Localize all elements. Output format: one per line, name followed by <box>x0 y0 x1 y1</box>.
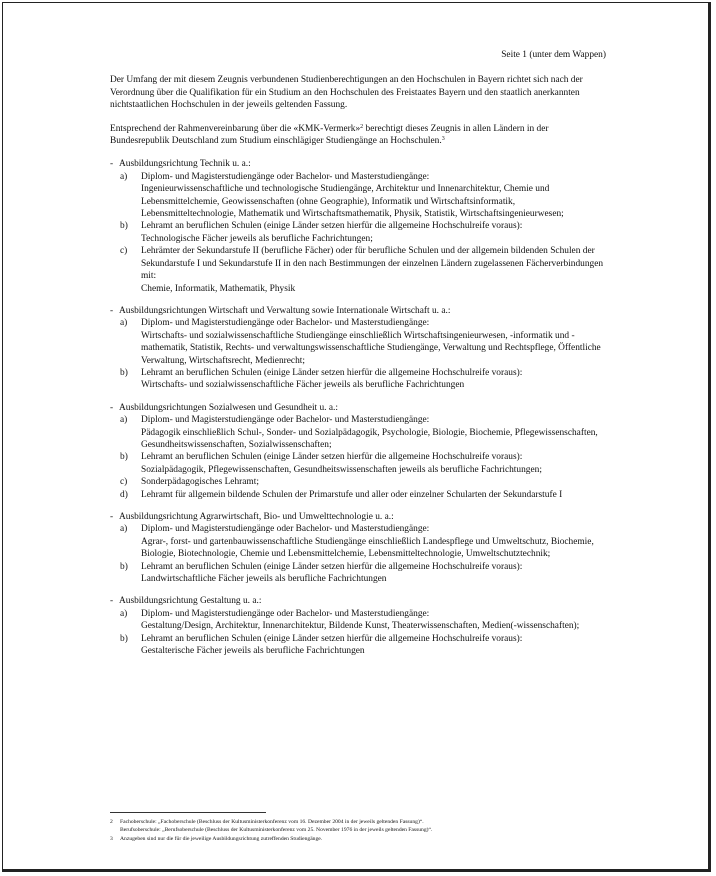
list-item-line: Landwirtschaftliche Fächer jeweils als berufliche Fachrichtungen <box>141 574 387 585</box>
list-item <box>110 561 606 586</box>
list-item-line: Diplom- und Magisterstudiengänge oder Bachelor- und Masterstudiengänge: <box>141 171 430 182</box>
list-item-label: b) <box>120 561 128 572</box>
list-item-label: a) <box>120 318 128 329</box>
intro-paragraph-2-text-cont: berechtigt dieses Zeugnis in allen Ländern in der Bundesrepublik Deutschland zum Studium einschlägiger Studiengänge an Hochschulen. <box>110 123 549 147</box>
list-item <box>110 414 606 451</box>
list-item-line: Ingenieurwissenschaftliche und technologische Studiengänge, Architektur und Innenarchitektur, Chemie und Lebensmittelchemie, Geowissenschaften (ohne Geographie), Informatik und Wirtschaftsinformatik, Lebensmitteltechnologie, Mathematik und Wirtschaftsmathematik, Physik, Statistik, Wirtschaftsingenieurwesen; <box>141 184 564 220</box>
footnote-number: 3 <box>110 835 113 842</box>
list-item-line: Lehramt an beruflichen Schulen (einige Länder setzen hierfür die allgemeine Hochschulreife voraus): <box>141 633 523 644</box>
list-item-body <box>141 367 606 392</box>
list-item-body <box>141 451 606 476</box>
list-item <box>110 476 606 488</box>
list-item <box>110 489 606 501</box>
list-item-line: Wirtschafts- und sozialwissenschaftliche Fächer jeweils als berufliche Fachrichtungen <box>141 380 465 391</box>
list-item-body <box>141 414 606 451</box>
list-item <box>110 367 606 392</box>
list-item-label: a) <box>120 415 128 426</box>
list-item-label: b) <box>120 452 128 463</box>
footnote-text: Berufsoberschule: „Berufsoberschule (Beschluss der Kultusministerkonferenz vom 25. November 1976 in der jeweils geltenden Fassung)“. <box>120 827 433 834</box>
list-item-body <box>141 523 606 560</box>
list-item-line: Gestalterische Fächer jeweils als berufliche Fachrichtungen <box>141 646 365 657</box>
section <box>110 305 606 392</box>
list-item-line: Lehrämter der Sekundarstufe II (berufliche Fächer) oder für berufliche Schulen und der allgemein bildenden Schulen der Sekundarstufe I und Sekundarstufe II in den nach Bestimmungen der einzelnen Ländern zugelassenen Fächerverbindungen mit: <box>141 246 604 282</box>
document-content <box>110 49 606 667</box>
list-item <box>110 523 606 560</box>
list-item-label: a) <box>120 524 128 535</box>
footnote <box>110 835 606 843</box>
list-item-line: Diplom- und Magisterstudiengänge oder Bachelor- und Masterstudiengänge: <box>141 608 430 619</box>
list-item-line: Sonderpädagogisches Lehramt; <box>141 477 259 488</box>
list-item-body <box>141 245 606 295</box>
sections-list <box>110 158 606 657</box>
list-item-label: b) <box>120 633 128 644</box>
footnote-rule <box>110 812 266 813</box>
list-item-label: b) <box>120 221 128 232</box>
list-item <box>110 220 606 245</box>
bullet-dash: - <box>110 512 114 522</box>
list-item-body <box>141 608 606 633</box>
list-item-label: c) <box>120 246 128 257</box>
bullet-dash: - <box>110 596 114 607</box>
section-title-text: Ausbildungsrichtungen Wirtschaft und Verwaltung sowie Internationale Wirtschaft u. a.: <box>119 305 451 316</box>
list-item-line: Diplom- und Magisterstudiengänge oder Bachelor- und Masterstudiengänge: <box>141 318 430 329</box>
footnote-ref-2: 2 <box>360 123 364 130</box>
intro-paragraph-2 <box>110 123 606 148</box>
bullet-dash: - <box>110 402 114 413</box>
intro-paragraph-1: Der Umfang der mit diesem Zeugnis verbundenen Studienberechtigungen an den Hochschulen in Bayern richtet sich nach der Verordnung über die Qualifikation für ein Studium an den Hochschulen des Freistaates Bayern und den staatlich anerkannten nichtstaatlichen Hochschulen in der jeweils geltenden Fassung. <box>110 75 583 111</box>
list-item <box>110 633 606 658</box>
list-item-body <box>141 317 606 367</box>
list-item-body <box>141 220 606 245</box>
bullet-dash: - <box>110 305 114 316</box>
section-title <box>110 402 606 414</box>
list-item-line: Wirtschafts- und sozialwissenschaftliche Studiengänge einschließlich Wirtschaftsingenieurwesen, -informatik und -mathematik, Statistik, Rechts- und verwaltungswissenschaftliche Studiengänge, Verwaltung und Rechtspflege, Öffentliche Verwaltung, Wirtschaftsrecht, Medienrecht; <box>141 330 601 366</box>
list-item-body <box>141 171 606 221</box>
list-item <box>110 317 606 367</box>
footnote-list <box>110 818 606 843</box>
list-item-line: Lehramt an beruflichen Schulen (einige Länder setzen hierfür die allgemeine Hochschulreife voraus): <box>141 221 523 232</box>
list-item-line: Chemie, Informatik, Mathematik, Physik <box>141 283 296 294</box>
section-title <box>110 511 606 523</box>
list-item-line: Gestaltung/Design, Architektur, Innenarchitektur, Bildende Kunst, Theaterwissenschaften, Medien(-wissenschaften); <box>141 621 580 632</box>
list-item-line: Diplom- und Magisterstudiengänge oder Bachelor- und Masterstudiengänge: <box>141 524 430 535</box>
section-title <box>110 595 606 607</box>
list-item-line: Lehramt an beruflichen Schulen (einige Länder setzen hierfür die allgemeine Hochschulreife voraus): <box>141 561 523 572</box>
bullet-dash: - <box>110 159 114 170</box>
section-title <box>110 305 606 317</box>
footnote-text: Anzugeben sind nur die für die jeweilige Ausbildungsrichtung zutreffenden Studiengänge. <box>120 835 323 842</box>
section-title-text: Ausbildungsrichtung Agrarwirtschaft, Bio- und Umwelttechnologie u. a.: <box>119 512 394 522</box>
section-title <box>110 158 606 170</box>
list-item-line: Pädagogik einschließlich Schul-, Sonder- und Sozialpädagogik, Psychologie, Biologie, Biochemie, Pflegewissenschaften, Gesundheitswissenschaften, Sozialwissenschaften; <box>141 427 598 450</box>
section-title-text: Ausbildungsrichtung Gestaltung u. a.: <box>119 596 262 607</box>
list-item-line: Lehramt an beruflichen Schulen (einige Länder setzen hierfür die allgemeine Hochschulreife voraus): <box>141 367 523 378</box>
list-item-line: Agrar-, forst- und gartenbauwissenschaftliche Studiengänge einschließlich Landespflege und Umweltschutz, Biochemie, Biologie, Biotechnologie, Chemie und Lebensmittelchemie, Lebensmitteltechnologie, Umweltschutztechnik; <box>141 536 594 560</box>
list-item-body <box>141 561 606 586</box>
list-item-line: Lehramt für allgemein bildende Schulen der Primarstufe und aller oder einzelner Schularten der Sekundarstufe I <box>141 489 563 500</box>
list-item <box>110 171 606 221</box>
footnote <box>110 826 606 834</box>
list-item <box>110 608 606 633</box>
section <box>110 595 606 657</box>
list-item-body <box>141 633 606 658</box>
intro-paragraph-2-text: Entsprechend der Rahmenvereinbarung über die «KMK-Vermerk» <box>110 123 361 134</box>
list-item-line: Diplom- und Magisterstudiengänge oder Bachelor- und Masterstudiengänge: <box>141 415 430 426</box>
footnote-ref-3: 3 <box>441 136 445 143</box>
list-item-line: Technologische Fächer jeweils als berufliche Fachrichtungen; <box>141 233 373 244</box>
list-item-line: Lehramt an beruflichen Schulen (einige Länder setzen hierfür die allgemeine Hochschulreife voraus): <box>141 452 523 463</box>
footnote <box>110 818 606 826</box>
list-item <box>110 245 606 295</box>
section <box>110 158 606 294</box>
footnote-number: 2 <box>110 819 113 825</box>
list-item-label: d) <box>120 489 128 500</box>
list-item <box>110 451 606 476</box>
list-item-label: c) <box>120 477 128 488</box>
list-item-line: Sozialpädagogik, Pflegewissenschaften, Gesundheitswissenschaften jeweils als berufliche Fachrichtungen; <box>141 464 542 475</box>
section <box>110 511 606 585</box>
page-header-label: Seite 1 (unter dem Wappen) <box>501 50 606 60</box>
section <box>110 402 606 501</box>
list-item-label: b) <box>120 367 128 378</box>
list-item-body <box>141 489 606 501</box>
footnotes <box>110 812 606 843</box>
footnote-text: Fachoberschule: „Fachoberschule (Beschluss der Kultusministerkonferenz vom 16. Dezember 2004 in der jeweils geltenden Fassung)“. <box>120 819 424 825</box>
footnote-number <box>110 826 120 834</box>
list-item-label: a) <box>120 608 128 619</box>
section-title-text: Ausbildungsrichtung Technik u. a.: <box>119 159 251 170</box>
list-item-body <box>141 476 606 488</box>
section-title-text: Ausbildungsrichtungen Sozialwesen und Gesundheit u. a.: <box>119 402 338 413</box>
list-item-label: a) <box>120 171 128 182</box>
